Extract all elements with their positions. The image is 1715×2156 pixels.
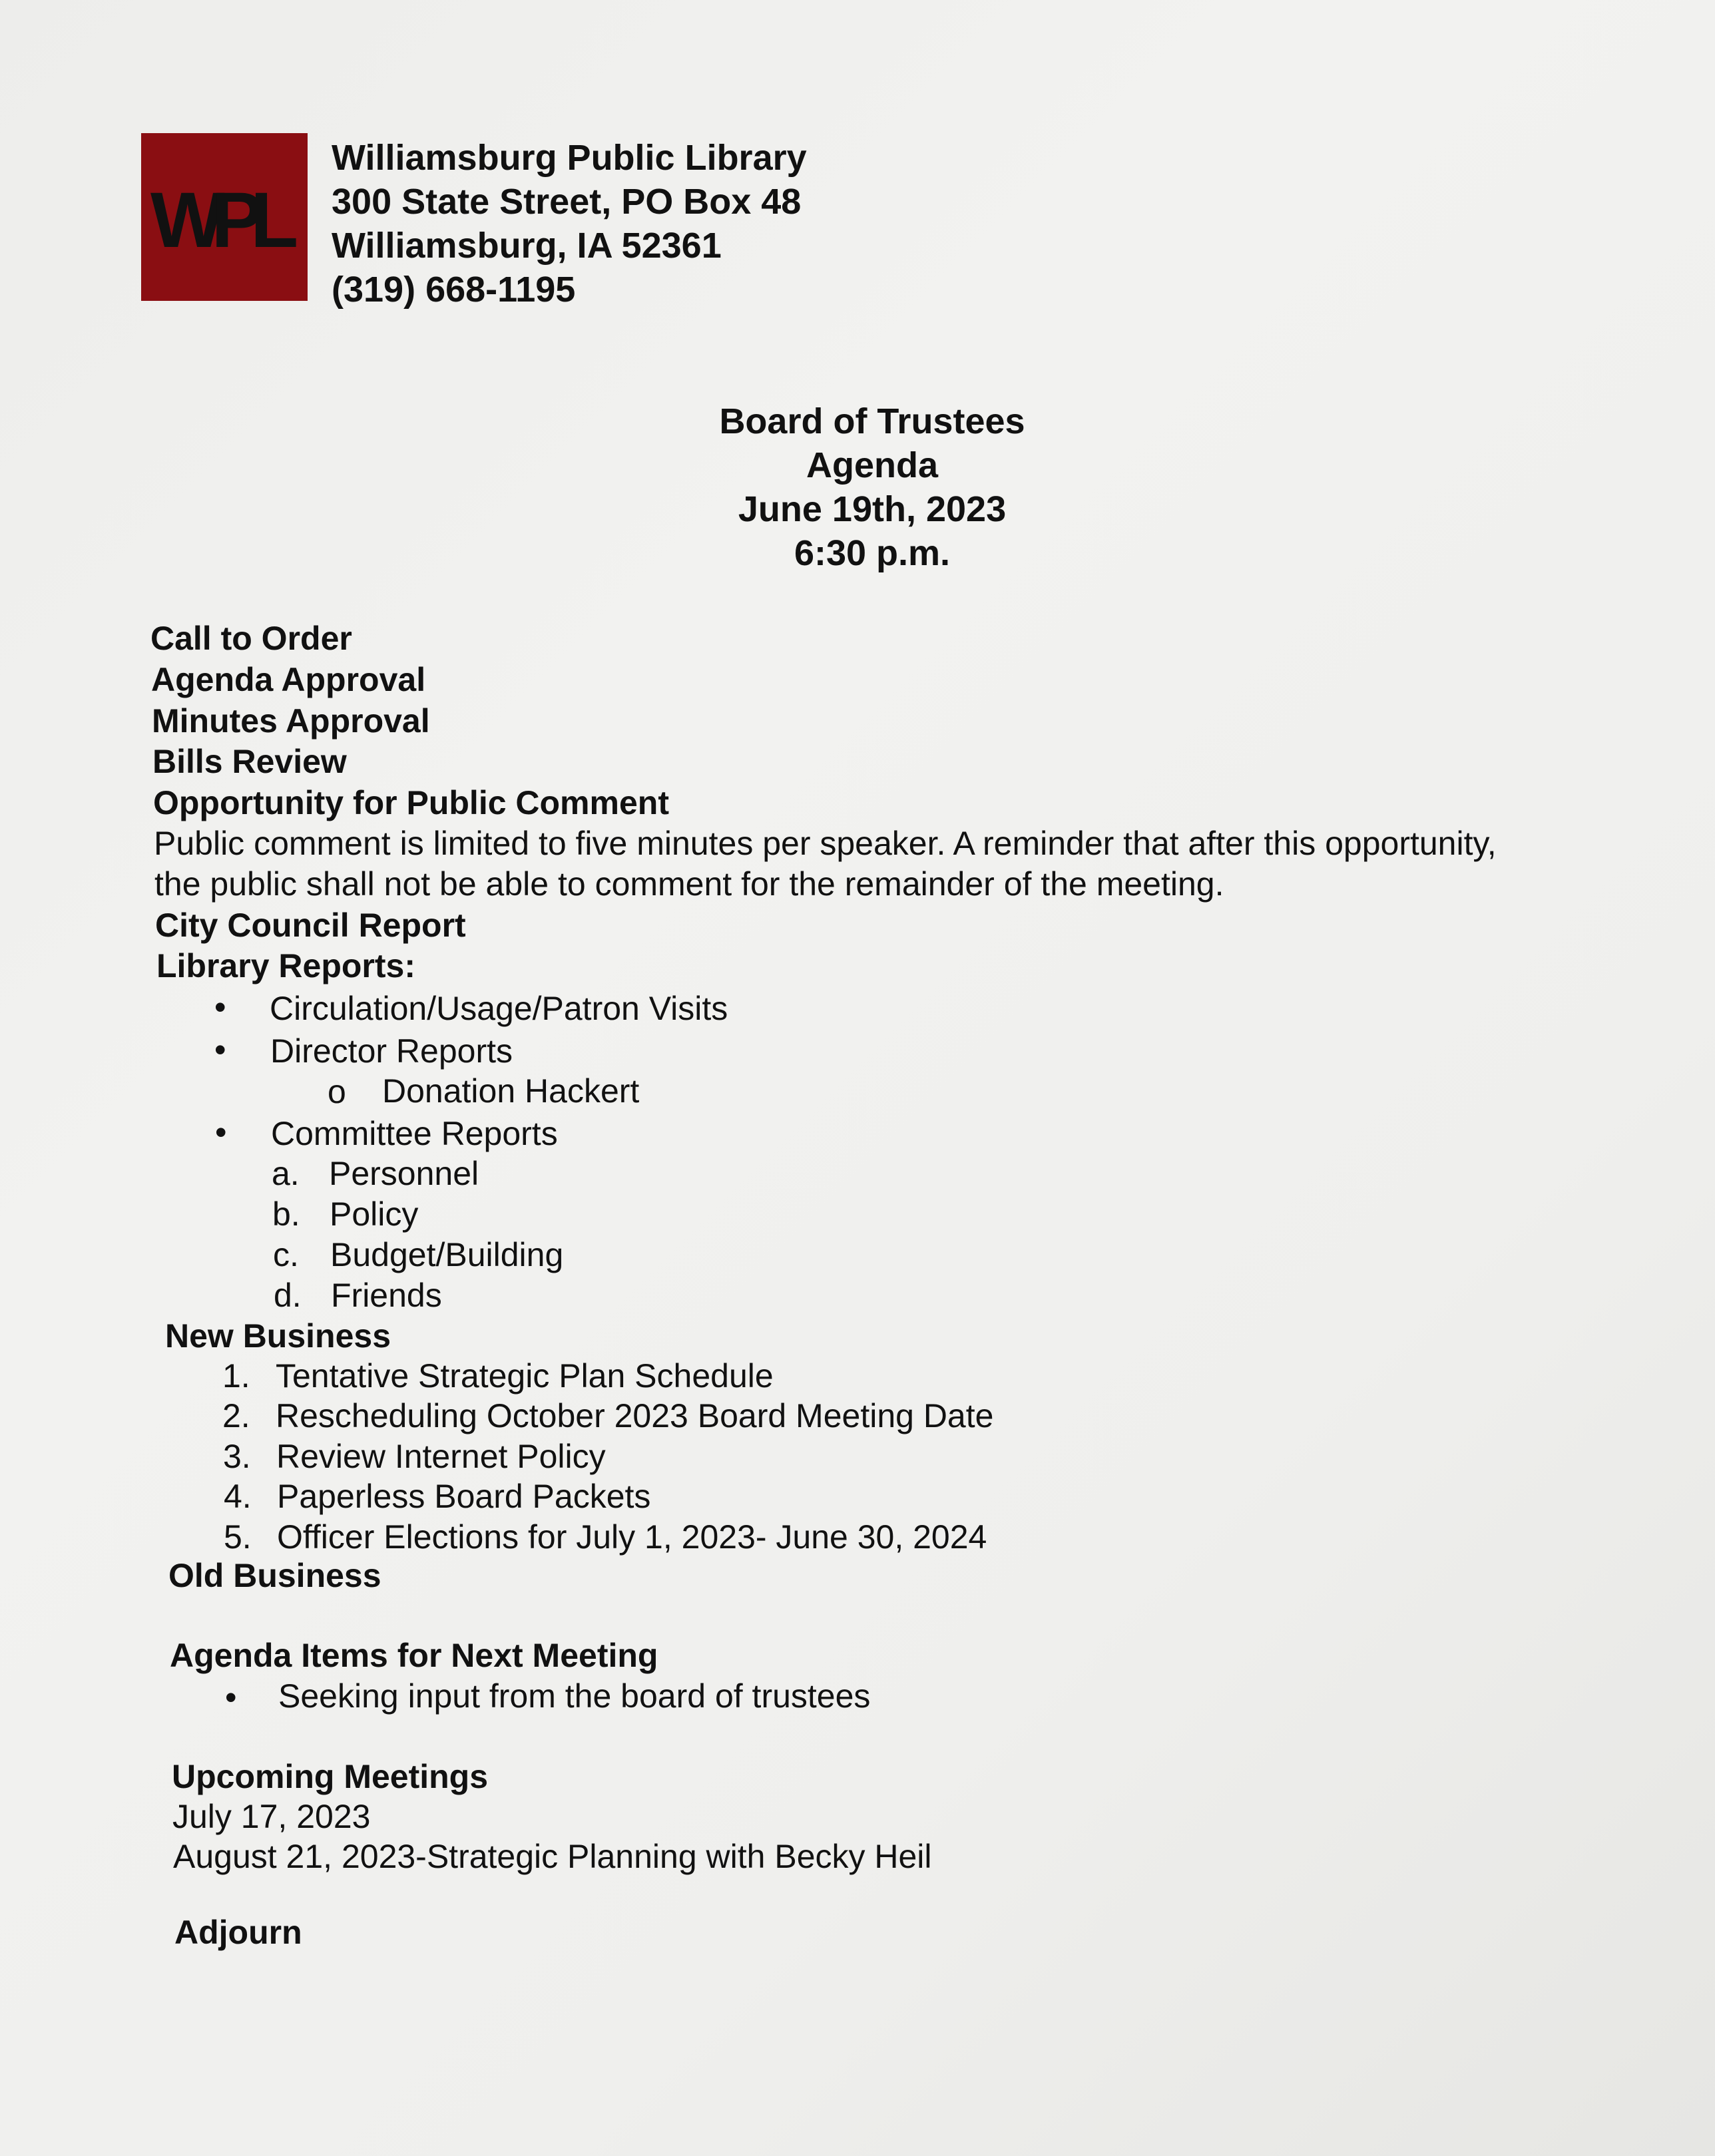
new-business-strategic-plan: Tentative Strategic Plan Schedule (276, 1357, 774, 1395)
next-meeting-item: Seeking input from the board of trustees (278, 1677, 871, 1715)
committee-friends: Friends (331, 1277, 442, 1314)
committee-policy: Policy (330, 1195, 419, 1233)
item-bills-review: Bills Review (152, 743, 347, 780)
bullet-marker: • (225, 1679, 237, 1716)
public-comment-text-line1: Public comment is limited to five minutes per speaker. A reminder that after this opportunity, (154, 825, 1497, 862)
item-city-council-report: City Council Report (155, 907, 466, 944)
bullet-marker: • (215, 1114, 227, 1151)
library-report-director: Director Reports (270, 1032, 513, 1070)
new-business-marker: 2. (222, 1397, 250, 1434)
new-business-paperless: Paperless Board Packets (277, 1478, 651, 1515)
new-business-rescheduling: Rescheduling October 2023 Board Meeting Date (276, 1397, 994, 1434)
agenda-heading (672, 399, 1072, 575)
item-call-to-order: Call to Order (150, 620, 352, 657)
public-comment-text-line2: the public shall not be able to comment for the remainder of the meeting. (154, 865, 1224, 903)
new-business-marker: 1. (222, 1357, 250, 1395)
new-business-marker: 5. (224, 1518, 252, 1556)
committee-marker: b. (272, 1195, 300, 1233)
heading-board: Board of Trustees (719, 401, 1025, 441)
director-sub-donation: Donation Hackert (382, 1072, 640, 1110)
item-new-business-heading: New Business (165, 1317, 391, 1355)
upcoming-meeting-august: August 21, 2023-Strategic Planning with Becky Heil (173, 1838, 932, 1875)
item-agenda-approval: Agenda Approval (151, 661, 426, 698)
item-next-meeting-heading: Agenda Items for Next Meeting (170, 1637, 658, 1674)
item-minutes-approval: Minutes Approval (152, 702, 430, 740)
upcoming-meeting-july: July 17, 2023 (172, 1798, 371, 1835)
library-name: Williamsburg Public Library (332, 138, 807, 178)
item-upcoming-heading: Upcoming Meetings (172, 1758, 489, 1795)
committee-marker: c. (273, 1236, 299, 1273)
sub-bullet-marker: o (328, 1073, 346, 1110)
bullet-marker: • (214, 988, 226, 1026)
new-business-internet-policy: Review Internet Policy (276, 1438, 606, 1475)
bullet-marker: • (214, 1031, 226, 1068)
item-public-comment-heading: Opportunity for Public Comment (153, 784, 669, 821)
letterhead-address (332, 136, 807, 312)
committee-budget-building: Budget/Building (330, 1236, 564, 1273)
library-report-circulation: Circulation/Usage/Patron Visits (270, 990, 728, 1027)
logo-text: WPL (150, 176, 286, 264)
new-business-marker: 4. (224, 1478, 252, 1515)
new-business-marker: 3. (223, 1438, 251, 1475)
library-city: Williamsburg, IA 52361 (332, 226, 722, 266)
committee-marker: d. (274, 1277, 302, 1314)
library-report-committee: Committee Reports (271, 1115, 558, 1152)
committee-marker: a. (272, 1155, 300, 1192)
heading-time: 6:30 p.m. (794, 533, 951, 573)
heading-agenda: Agenda (806, 445, 939, 485)
item-library-reports-heading: Library Reports: (156, 947, 415, 984)
heading-date: June 19th, 2023 (738, 489, 1007, 529)
item-adjourn: Adjourn (174, 1914, 302, 1951)
committee-personnel: Personnel (329, 1155, 479, 1192)
library-logo (141, 133, 308, 301)
new-business-officer-elections: Officer Elections for July 1, 2023- June 30, 2024 (277, 1518, 987, 1556)
library-phone: (319) 668-1195 (332, 270, 576, 310)
library-street: 300 State Street, PO Box 48 (332, 182, 802, 222)
item-old-business-heading: Old Business (168, 1557, 381, 1594)
